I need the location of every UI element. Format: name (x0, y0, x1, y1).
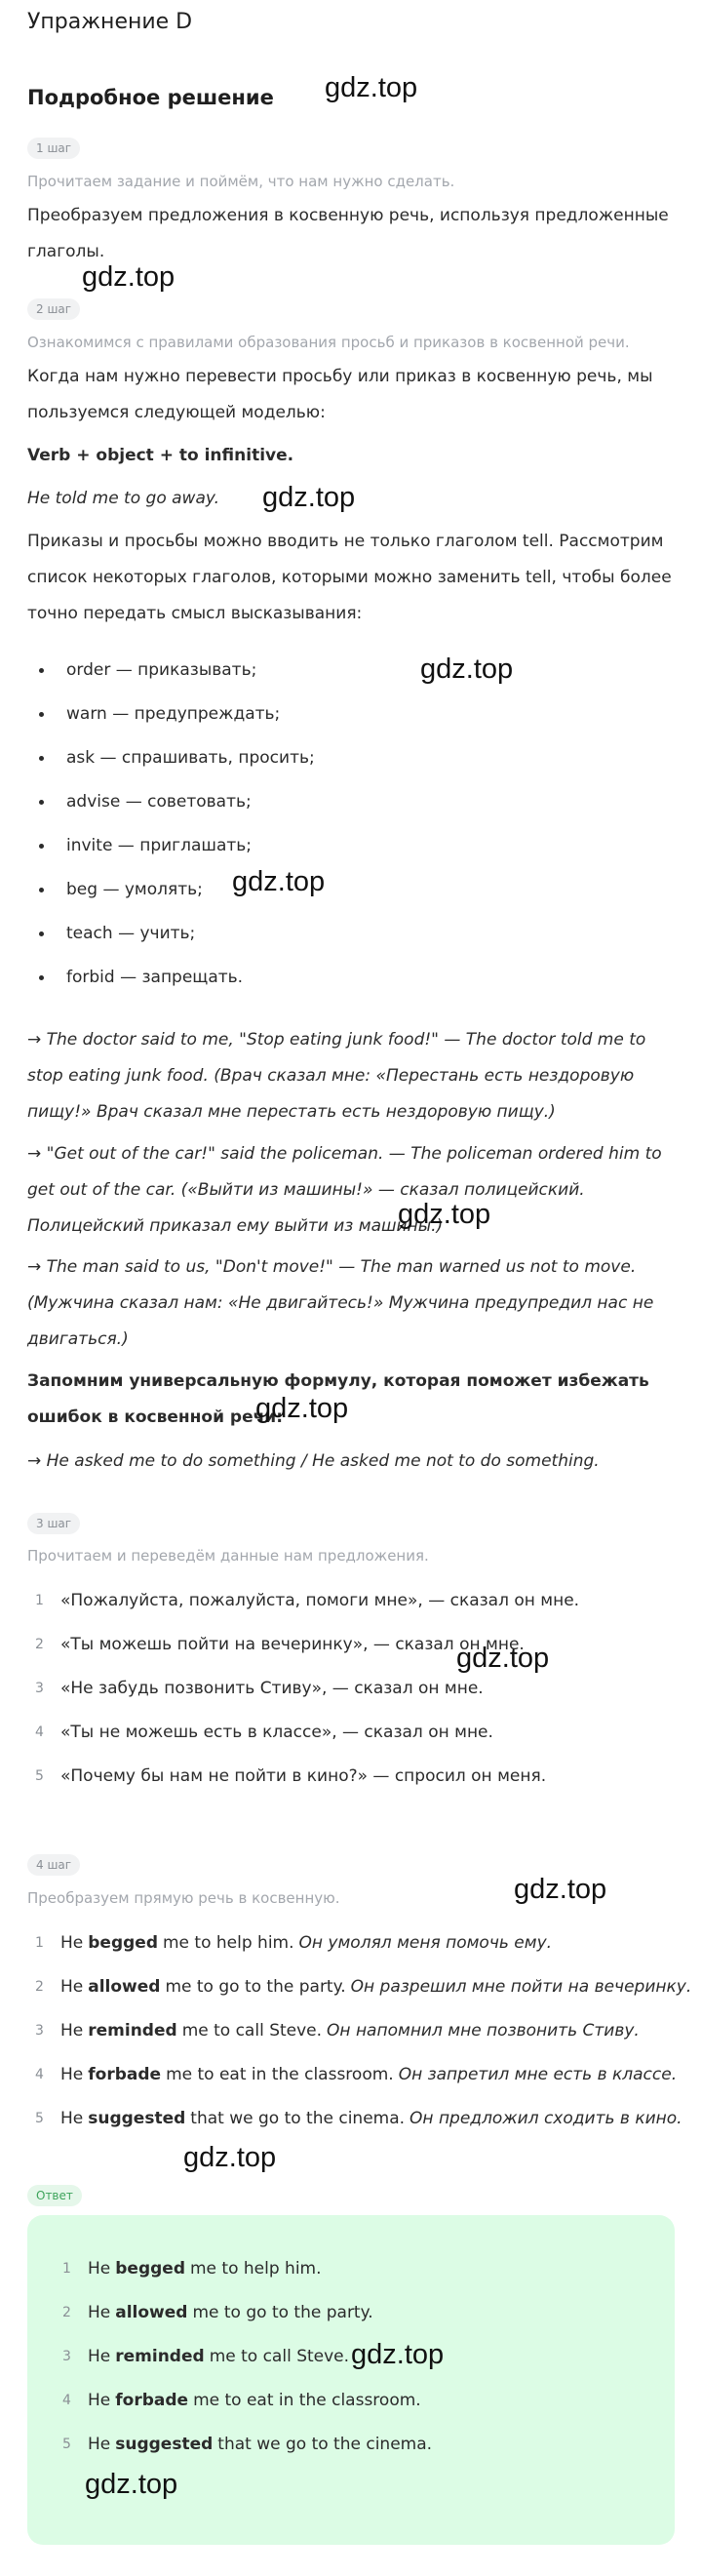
list-item: 4 He forbade me to eat in the classroom. Он запретил мне есть в классе. (35, 2064, 678, 2084)
list-item: ask — спрашивать, просить; (39, 736, 315, 780)
watermark: gdz.top (85, 2469, 178, 2500)
list-item: forbid — запрещать. (39, 956, 315, 1000)
watermark: gdz.top (514, 1874, 607, 1905)
list-item: 1 He begged me to help him. (62, 2258, 322, 2279)
step2-formula: → He asked me to do something / He asked me not to do something. (27, 1451, 600, 1471)
step3-badge: 3 шаг (27, 1513, 80, 1534)
step4-badge: 4 шаг (27, 1854, 80, 1876)
step2-verbs-intro: Приказы и просьбы можно вводить не только глаголом tell. Рассмотрим список некоторых глаголов, которыми можно заменить tell, чтобы более точно передать смысл высказывания: (27, 532, 672, 623)
list-item: 5 He suggested that we go to the cinema. Он предложил сходить в кино. (35, 2108, 682, 2128)
list-item: 5 «Почему бы нам не пойти в кино?» — спросил он меня. (35, 1765, 547, 1786)
list-item: 3 He reminded me to call Steve. Он напомнил мне позвонить Стиву. (35, 2020, 640, 2041)
step2-intro: Когда нам нужно перевести просьбу или приказ в косвенную речь, мы пользуемся следующей моделью: (27, 367, 653, 422)
list-item: 1 He begged me to help him. Он умолял меня помочь ему. (35, 1932, 553, 1953)
watermark: gdz.top (232, 866, 326, 897)
step2-hint: Ознакомимся с правилами образования просьб и приказов в косвенной речи. (27, 334, 630, 351)
watermark: gdz.top (351, 2339, 445, 2370)
step4-hint: Преобразуем прямую речь в косвенную. (27, 1889, 340, 1907)
step2-formula-title: Запомним универсальную формулу, которая поможет избежать ошибок в косвенной речи: (27, 1371, 649, 1427)
list-item: 2 He allowed me to go to the party. Он разрешил мне пойти на вечеринку. (35, 1976, 692, 1997)
list-item: 4 «Ты не можешь есть в классе», — сказал он мне. (35, 1722, 493, 1742)
step3-list (35, 1578, 579, 1798)
list-item: 3 «Не забудь позвонить Стиву», — сказал он мне. (35, 1678, 484, 1698)
step2-example-1: → The doctor said to me, "Stop eating junk food!" — The doctor told me to stop eating junk food. (Врач сказал мне: «Перестань есть нездоровую пищу!» Врач сказал мне перестать есть нездоровую пищу.) (27, 1030, 646, 1122)
watermark: gdz.top (255, 1393, 349, 1424)
list-item: 3 He reminded me to call Steve. (62, 2346, 350, 2366)
list-item: 4 He forbade me to eat in the classroom. (62, 2390, 421, 2410)
list-item: 2 He allowed me to go to the party. (62, 2302, 373, 2322)
step2-model-example: He told me to go away. (27, 489, 220, 508)
watermark: gdz.top (456, 1643, 550, 1674)
watermark: gdz.top (82, 261, 176, 293)
list-item: 2 «Ты можешь пойти на вечеринку», — сказал он мне. (35, 1634, 525, 1654)
watermark: gdz.top (262, 482, 356, 513)
step1-hint: Прочитаем задание и поймём, что нам нужно сделать. (27, 173, 455, 190)
list-item: warn — предупреждать; (39, 693, 315, 736)
watermark: gdz.top (325, 72, 418, 103)
watermark: gdz.top (398, 1199, 491, 1230)
list-item: beg — умолять; (39, 868, 315, 912)
verbs-list (39, 649, 315, 1000)
list-item: teach — учить; (39, 912, 315, 956)
watermark: gdz.top (420, 654, 514, 685)
step2-model: Verb + object + to infinitive. (27, 446, 294, 465)
page-title: Упражнение D (27, 10, 193, 34)
list-item: invite — приглашать; (39, 824, 315, 868)
list-item: 5 He suggested that we go to the cinema. (62, 2434, 433, 2454)
watermark: gdz.top (183, 2142, 277, 2173)
list-item: order — приказывать; (39, 649, 315, 693)
step4-list (35, 1921, 691, 2140)
list-item: advise — советовать; (39, 780, 315, 824)
step2-example-3: → The man said to us, "Don't move!" — The man warned us not to move. (Мужчина сказал нам: «Не двигайтесь!» Мужчина предупредил нас не двигаться.) (27, 1257, 654, 1349)
step1-text: Преобразуем предложения в косвенную речь, используя предложенные глаголы. (27, 206, 669, 261)
step2-example-2: → "Get out of the car!" said the policeman. — The policeman ordered him to get out of the car. («Выйти из машины!» — сказал полицейский. Полицейский приказал ему выйти из машины.) (27, 1144, 662, 1236)
step1-badge: 1 шаг (27, 138, 80, 159)
list-item: 1 «Пожалуйста, пожалуйста, помоги мне», — сказал он мне. (35, 1590, 580, 1610)
answer-badge: Ответ (27, 2185, 82, 2206)
step3-hint: Прочитаем и переведём данные нам предложения. (27, 1547, 429, 1565)
step2-badge: 2 шаг (27, 298, 80, 320)
section-title: Подробное решение (27, 86, 274, 109)
